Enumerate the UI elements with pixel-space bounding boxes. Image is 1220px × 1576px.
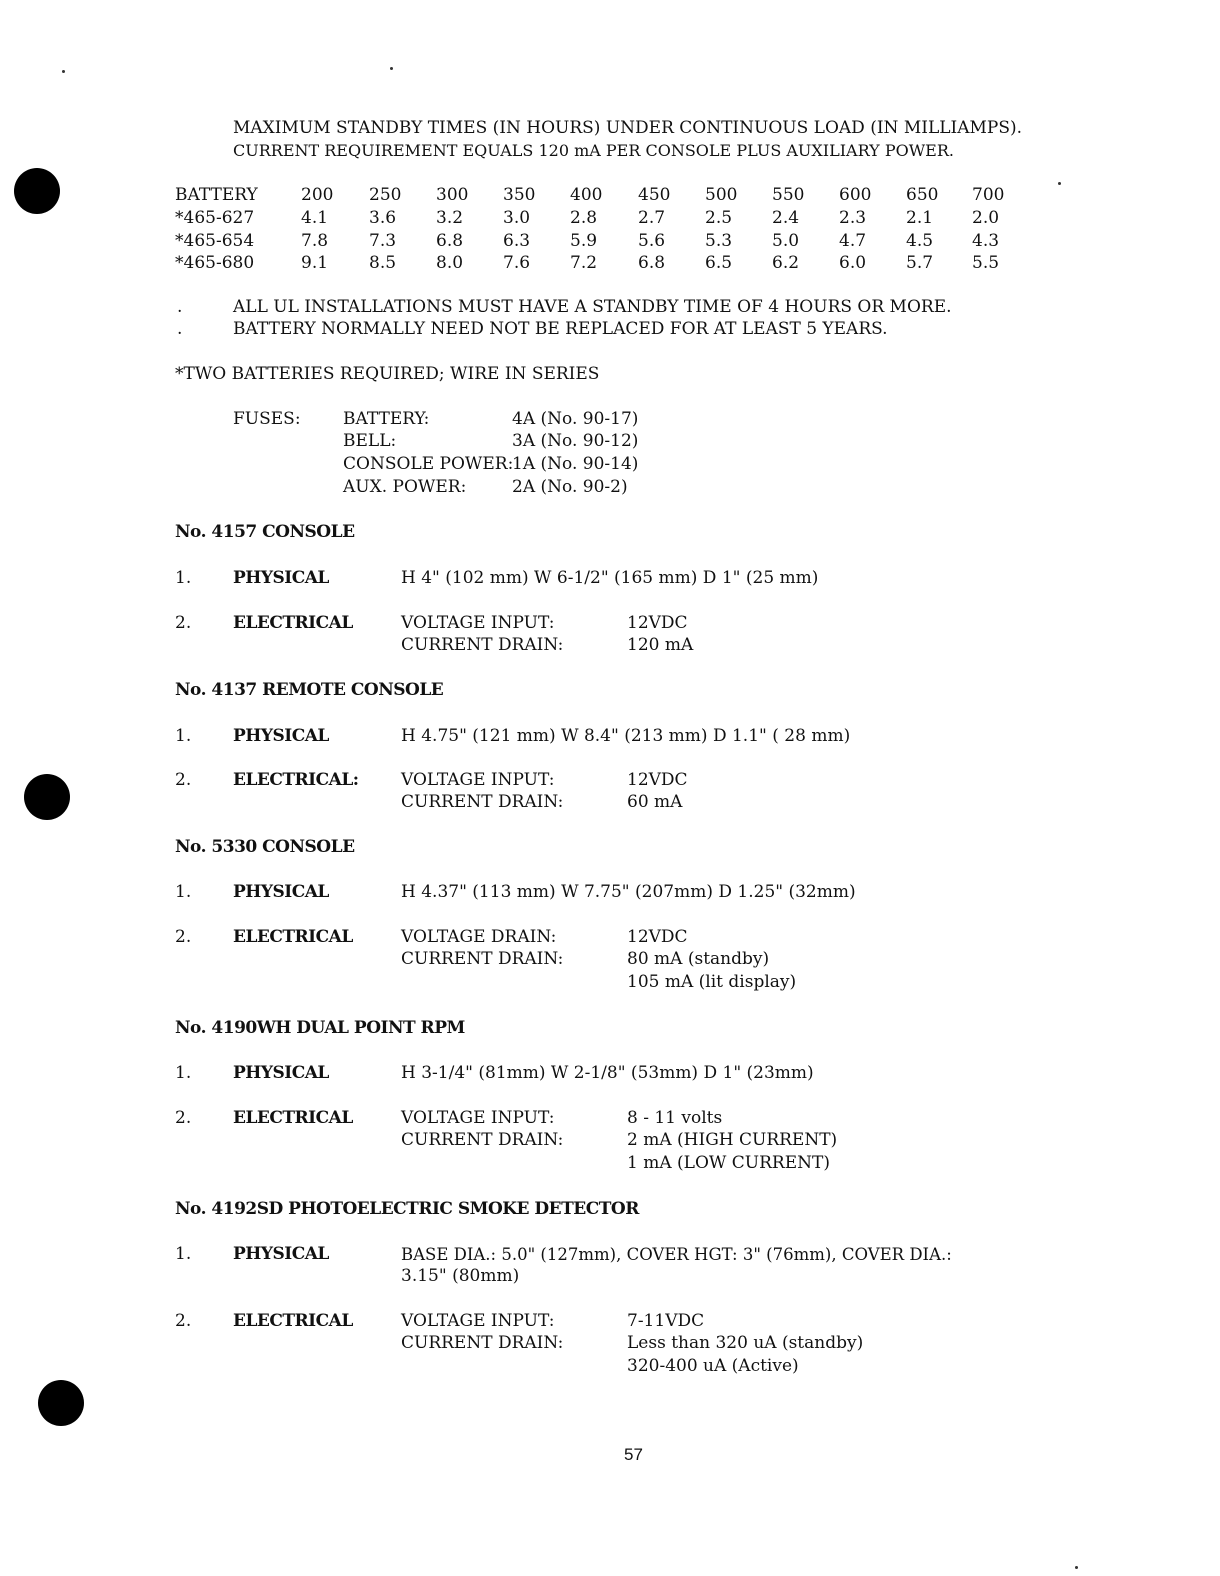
table-cell-hours: 2.8 [570,208,598,228]
physical-dimensions: H 3-1/4" (81mm) W 2-1/8" (53mm) D 1" (23mm) [401,1063,814,1083]
voltage-label: VOLTAGE INPUT: [401,1311,555,1331]
table-cell-hours: 5.6 [638,231,666,251]
current-value: 120 mA [627,635,694,655]
table-header-load: 700 [972,185,1005,205]
scan-speck [1075,1566,1078,1569]
fuse-bell-value: 3A (No. 90-12) [512,431,639,451]
table-cell-hours: 6.3 [503,231,531,251]
section-title: No. 4192SD PHOTOELECTRIC SMOKE DETECTOR [175,1199,639,1219]
item-number: 2. [175,1311,192,1331]
current-value-extra: 320-400 uA (Active) [627,1356,799,1376]
note-bullet: . [177,297,183,317]
physical-dimensions: H 4" (102 mm) W 6-1/2" (165 mm) D 1" (25 mm) [401,568,819,588]
electrical-label: ELECTRICAL [233,1108,353,1128]
note-bullet: . [177,319,183,339]
table-cell-hours: 7.6 [503,253,531,273]
current-value: 80 mA (standby) [627,949,770,969]
voltage-value: 12VDC [627,770,688,790]
electrical-label: ELECTRICAL [233,927,353,947]
fuse-bell-name: BELL: [343,431,397,451]
section-title: No. 4157 CONSOLE [175,522,355,542]
physical-dimensions: H 4.37" (113 mm) W 7.75" (207mm) D 1.25" (32mm) [401,882,856,902]
table-row-battery-model: *465-680 [175,253,255,273]
item-number: 2. [175,613,192,633]
physical-label: PHYSICAL [233,726,329,746]
table-cell-hours: 2.1 [906,208,934,228]
voltage-label: VOLTAGE INPUT: [401,613,555,633]
table-header-battery: BATTERY [175,185,258,205]
table-header-load: 250 [369,185,402,205]
physical-label: PHYSICAL [233,882,329,902]
table-header-load: 500 [705,185,738,205]
scan-speck [62,70,65,73]
table-cell-hours: 8.5 [369,253,397,273]
current-value: 2 mA (HIGH CURRENT) [627,1130,838,1150]
item-number: 1. [175,1244,192,1264]
table-cell-hours: 4.3 [972,231,1000,251]
voltage-label: VOLTAGE INPUT: [401,770,555,790]
section-title: No. 4137 REMOTE CONSOLE [175,680,444,700]
item-number: 1. [175,1063,192,1083]
scan-speck [1058,182,1061,185]
note-ul-installations: ALL UL INSTALLATIONS MUST HAVE A STANDBY TIME OF 4 HOURS OR MORE. [233,297,952,317]
physical-dimensions-cont: 3.15" (80mm) [401,1266,520,1286]
table-header-load: 400 [570,185,603,205]
voltage-value: 12VDC [627,613,688,633]
table-cell-hours: 3.2 [436,208,464,228]
table-cell-hours: 5.0 [772,231,800,251]
fuse-aux-power-value: 2A (No. 90-2) [512,477,628,497]
section-title: No. 5330 CONSOLE [175,837,355,857]
table-header-load: 350 [503,185,536,205]
fuse-battery-name: BATTERY: [343,409,430,429]
current-value: Less than 320 uA (standby) [627,1333,864,1353]
fuse-console-power-value: 1A (No. 90-14) [512,454,639,474]
binder-hole-bottom [38,1380,84,1426]
voltage-label: VOLTAGE INPUT: [401,1108,555,1128]
table-cell-hours: 2.5 [705,208,733,228]
table-cell-hours: 4.7 [839,231,867,251]
table-cell-hours: 7.3 [369,231,397,251]
table-header-load: 650 [906,185,939,205]
binder-hole-middle [24,774,70,820]
table-header-load: 450 [638,185,671,205]
binder-hole-top [14,168,60,214]
table-cell-hours: 4.1 [301,208,329,228]
table-cell-hours: 5.9 [570,231,598,251]
voltage-label: VOLTAGE DRAIN: [401,927,557,947]
electrical-label: ELECTRICAL: [233,770,359,790]
item-number: 2. [175,1108,192,1128]
item-number: 1. [175,882,192,902]
table-header-load: 300 [436,185,469,205]
current-label: CURRENT DRAIN: [401,792,564,812]
table-cell-hours: 5.7 [906,253,934,273]
table-cell-hours: 2.4 [772,208,800,228]
item-number: 2. [175,927,192,947]
physical-label: PHYSICAL [233,1244,329,1264]
table-cell-hours: 6.0 [839,253,867,273]
table-cell-hours: 7.8 [301,231,329,251]
current-label: CURRENT DRAIN: [401,1333,564,1353]
series-note: *TWO BATTERIES REQUIRED; WIRE IN SERIES [175,364,600,384]
table-cell-hours: 3.6 [369,208,397,228]
table-row-battery-model: *465-627 [175,208,255,228]
scan-speck [390,67,393,70]
current-label: CURRENT DRAIN: [401,635,564,655]
physical-label: PHYSICAL [233,1063,329,1083]
table-header-load: 200 [301,185,334,205]
fuses-label: FUSES: [233,409,301,429]
fuse-aux-power-name: AUX. POWER: [343,477,467,497]
fuse-battery-value: 4A (No. 90-17) [512,409,639,429]
table-header-load: 600 [839,185,872,205]
physical-dimensions: H 4.75" (121 mm) W 8.4" (213 mm) D 1.1" ( 28 mm) [401,726,851,746]
table-cell-hours: 2.0 [972,208,1000,228]
table-cell-hours: 8.0 [436,253,464,273]
item-number: 1. [175,726,192,746]
table-cell-hours: 3.0 [503,208,531,228]
table-cell-hours: 6.8 [436,231,464,251]
physical-label: PHYSICAL [233,568,329,588]
item-number: 2. [175,770,192,790]
table-cell-hours: 5.5 [972,253,1000,273]
voltage-value: 7-11VDC [627,1311,705,1331]
current-value-extra: 1 mA (LOW CURRENT) [627,1153,830,1173]
table-header-load: 550 [772,185,805,205]
table-cell-hours: 6.2 [772,253,800,273]
current-label: CURRENT DRAIN: [401,949,564,969]
current-value-extra: 105 mA (lit display) [627,972,797,992]
item-number: 1. [175,568,192,588]
table-cell-hours: 9.1 [301,253,329,273]
intro-line-1: MAXIMUM STANDBY TIMES (IN HOURS) UNDER CONTINUOUS LOAD (IN MILLIAMPS). [233,118,1023,138]
current-value: 60 mA [627,792,683,812]
table-cell-hours: 7.2 [570,253,598,273]
table-row-battery-model: *465-654 [175,231,255,251]
table-cell-hours: 6.5 [705,253,733,273]
physical-dimensions: BASE DIA.: 5.0" (127mm), COVER HGT: 3" (76mm), COVER DIA.: [401,1245,952,1264]
voltage-value: 12VDC [627,927,688,947]
intro-line-2: CURRENT REQUIREMENT EQUALS 120 mA PER CONSOLE PLUS AUXILIARY POWER. [233,141,954,160]
table-cell-hours: 2.7 [638,208,666,228]
voltage-value: 8 - 11 volts [627,1108,723,1128]
page-number: 57 [624,1445,643,1464]
fuse-console-power-name: CONSOLE POWER: [343,454,514,474]
note-battery-replacement: BATTERY NORMALLY NEED NOT BE REPLACED FOR AT LEAST 5 YEARS. [233,319,888,339]
table-cell-hours: 2.3 [839,208,867,228]
electrical-label: ELECTRICAL [233,1311,353,1331]
electrical-label: ELECTRICAL [233,613,353,633]
table-cell-hours: 5.3 [705,231,733,251]
table-cell-hours: 4.5 [906,231,934,251]
current-label: CURRENT DRAIN: [401,1130,564,1150]
table-cell-hours: 6.8 [638,253,666,273]
section-title: No. 4190WH DUAL POINT RPM [175,1018,465,1038]
